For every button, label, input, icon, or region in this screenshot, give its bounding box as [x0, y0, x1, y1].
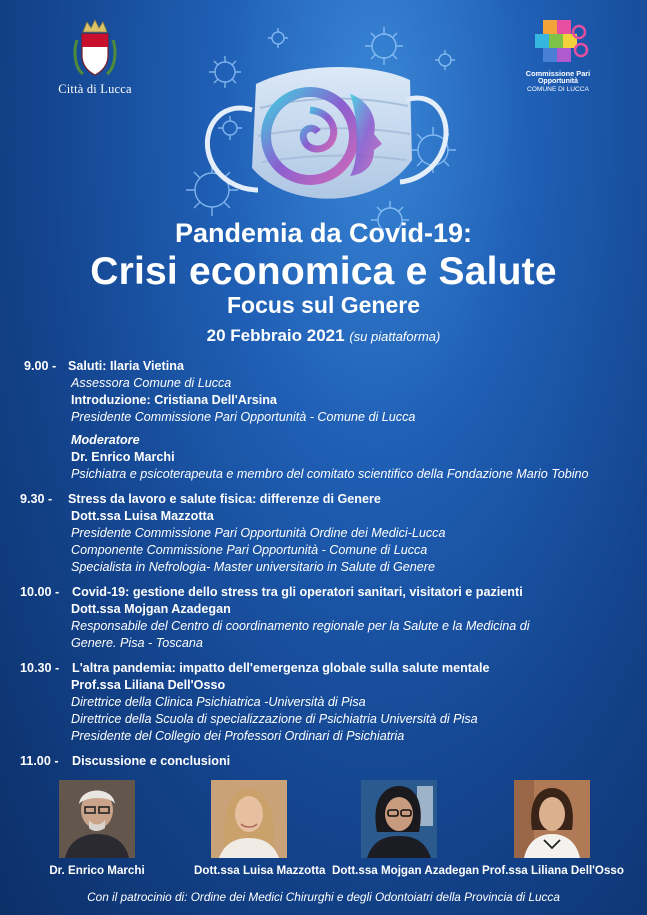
moderator-name: Dr. Enrico Marchi	[71, 450, 175, 464]
slot-role: Specialista in Nefrologia- Master universitario in Salute di Genere	[71, 560, 435, 574]
slot-role: Presidente Commissione Pari Opportunità Ordine dei Medici-Lucca	[71, 526, 446, 540]
slot-role: Componente Commissione Pari Opportunità - Comune di Lucca	[71, 543, 428, 557]
slot-topic: Covid-19: gestione dello stress tra gli operatori sanitari, visitatori e pazienti	[72, 585, 523, 599]
slot-time: 9.00 -	[24, 359, 57, 373]
program	[0, 358, 647, 778]
face-mask-illustration	[200, 40, 460, 220]
cpo-name-line3: COMUNE DI LUCCA	[527, 86, 589, 93]
slot-role: Presidente Commissione Pari Opportunità - Comune di Lucca	[71, 410, 416, 424]
speaker-photo-3	[361, 780, 437, 858]
slot-role: Responsabile del Centro di coordinamento regionale per la Salute e la Medicina di	[71, 619, 530, 633]
event-date-line	[0, 326, 647, 346]
moderator-label: Moderatore	[71, 433, 140, 447]
program-slot-5	[0, 753, 647, 770]
slot-intro: Introduzione: Cristiana Dell'Arsina	[71, 393, 277, 407]
program-slot-4	[0, 660, 647, 745]
slot-time: 10.30 -	[20, 661, 60, 675]
city-name: Città di Lucca	[58, 82, 132, 96]
cpo-name-line2: Opportunità	[537, 78, 579, 85]
event-date: 20 Febbraio 2021	[206, 326, 345, 345]
speaker-card-2	[194, 780, 326, 877]
slot-role: Direttrice della Scuola di specializzazione di Psichiatria Università di Pisa	[71, 712, 478, 726]
title-line-2: Crisi economica e Salute	[90, 250, 557, 293]
city-crest-icon	[73, 18, 117, 80]
event-date-note: (su piattaforma)	[349, 329, 441, 344]
slot-topic: Stress da lavoro e salute fisica: differenze di Genere	[68, 492, 381, 506]
slot-role: Assessora Comune di Lucca	[71, 376, 232, 390]
cpo-name-line1: Commissione Pari	[525, 69, 591, 78]
title-line-1: Pandemia da Covid-19:	[174, 218, 473, 248]
slot-speaker: Dott.ssa Mojgan Azadegan	[71, 602, 231, 616]
slot-time: 10.00 -	[20, 585, 60, 599]
slot-role: Presidente del Collegio dei Professori Ordinari di Psichiatria	[71, 729, 405, 743]
speaker-card-1	[42, 780, 152, 877]
program-slot-3	[0, 584, 647, 652]
slot-speaker: Dott.ssa Luisa Mazzotta	[71, 509, 214, 523]
speaker-card-4	[482, 780, 622, 877]
slot-topic: L'altra pandemia: impatto dell'emergenza globale sulla salute mentale	[72, 661, 490, 675]
program-slot-1	[0, 358, 647, 483]
speaker-photo-2	[211, 780, 287, 858]
program-slot-2	[0, 491, 647, 576]
speaker-photo-4	[514, 780, 590, 858]
colored-cubes-icon	[527, 18, 589, 70]
slot-topic: Saluti: Ilaria Vietina	[68, 359, 184, 373]
speaker-name: Dott.ssa Luisa Mazzotta	[194, 864, 326, 877]
slot-role: Direttrice della Clinica Psichiatrica -Università di Pisa	[71, 695, 366, 709]
slot-time: 11.00 -	[20, 754, 59, 768]
speaker-photo-1	[59, 780, 135, 858]
speaker-name: Prof.ssa Liliana Dell'Osso	[482, 864, 624, 877]
moderator-role: Psichiatra e psicoterapeuta e membro del comitato scientifico della Fondazione Mario Tobino	[71, 467, 589, 481]
slot-role: Genere. Pisa - Toscana	[71, 636, 203, 650]
slot-speaker: Prof.ssa Liliana Dell'Osso	[71, 678, 226, 692]
speaker-name: Dr. Enrico Marchi	[49, 864, 145, 877]
pari-opportunita-logo	[512, 18, 604, 94]
slot-topic: Discussione e conclusioni	[72, 754, 231, 768]
speaker-name: Dott.ssa Mojgan Azadegan	[332, 864, 480, 877]
speaker-card-3	[332, 780, 480, 877]
patronage-footer: Con il patrocinio di: Ordine dei Medici Chirurghi e degli Odontoiatri della Provincia di Lucca	[87, 890, 560, 904]
title-line-3: Focus sul Genere	[226, 292, 420, 318]
city-of-lucca-logo	[40, 18, 150, 97]
slot-time: 9.30 -	[20, 492, 53, 506]
